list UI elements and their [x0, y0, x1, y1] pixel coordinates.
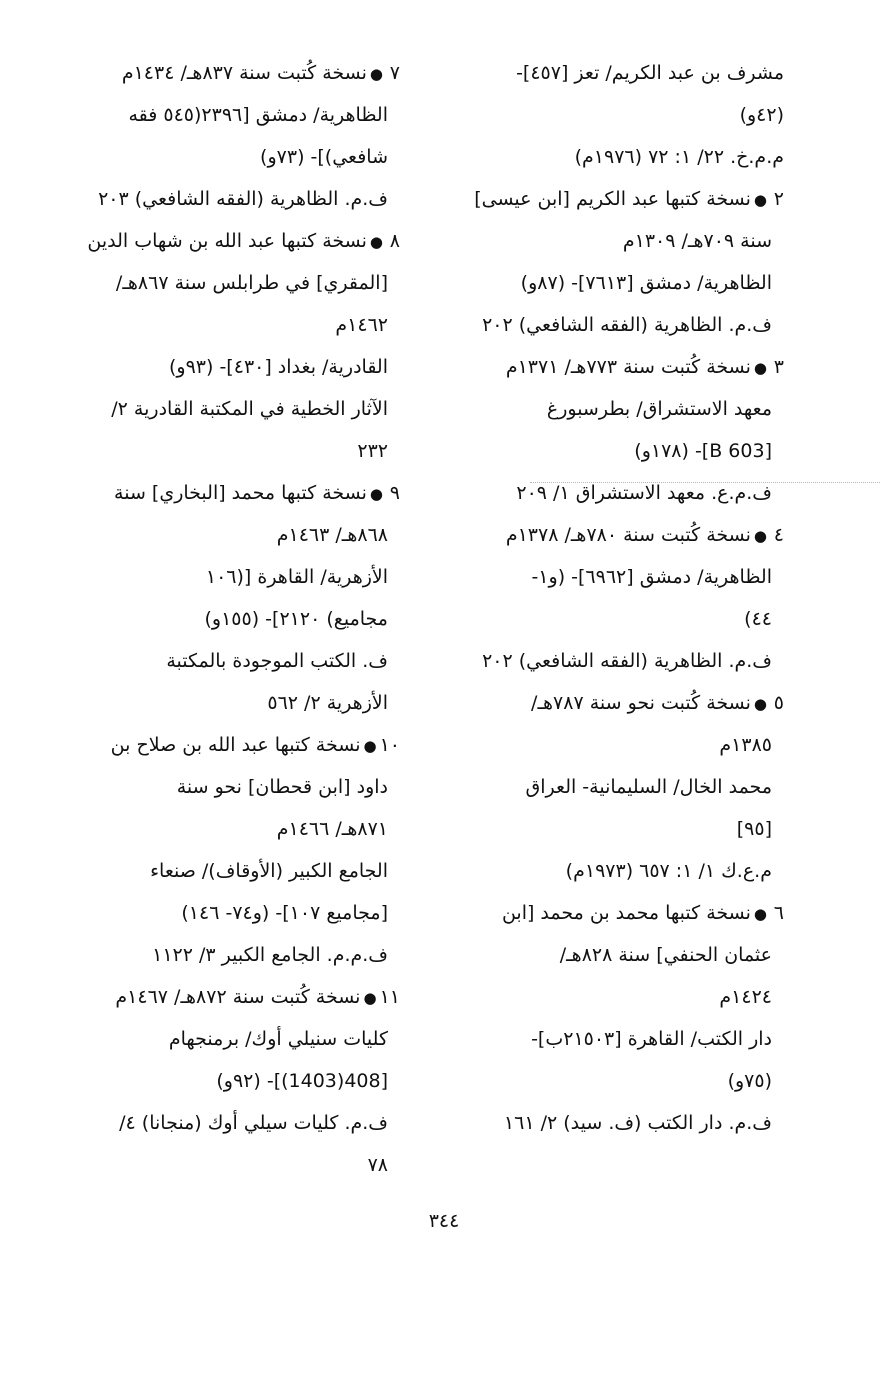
entry-first-line — [50, 220, 400, 262]
entry-line — [50, 304, 388, 346]
entry-text: شافعي)]- (٧٣و) — [260, 146, 388, 168]
manuscript-entry — [50, 52, 400, 220]
entry-first-line — [442, 178, 784, 220]
right-column — [442, 52, 784, 1144]
manuscript-entry — [442, 346, 784, 514]
entry-line — [442, 304, 772, 346]
entry-text: الظاهرية/ دمشق [٦٩٦٢]- (و١- — [531, 566, 772, 588]
entry-text: [408(1403)]- (٩٢و) — [216, 1070, 388, 1092]
entry-text: محمد الخال/ السليمانية- العراق — [525, 776, 772, 798]
entry-text: نسخة كتبها عبد الله بن صلاح بن — [110, 734, 361, 756]
manuscript-entry — [442, 682, 784, 892]
entry-text: نسخة كُتبت سنة ٧٨٠هـ/ ١٣٧٨م — [505, 524, 751, 546]
entry-line — [442, 136, 784, 178]
entry-text: ف.م. كليات سيلي أوك (منجانا) ٤/ — [119, 1112, 388, 1134]
entry-text: ف.م.م. الجامع الكبير ٣/ ١١٢٢ — [152, 944, 388, 966]
entry-line — [50, 178, 388, 220]
entry-text: م.م.خ. ٢٢/ ١: ٧٢ (١٩٧٦م) — [574, 146, 784, 168]
entry-number: ٥ — [773, 692, 784, 714]
entry-line — [50, 346, 388, 388]
entry-text: معهد الاستشراق/ بطرسبورغ — [546, 398, 772, 420]
entry-text: (٤٢و) — [739, 104, 784, 126]
entry-line — [50, 934, 388, 976]
bullet-icon: ● — [753, 905, 767, 923]
manuscript-entry — [442, 514, 784, 682]
entry-text: القادرية/ بغداد [٤٣٠]- (٩٣و) — [168, 356, 388, 378]
bullet-icon: ● — [753, 695, 767, 713]
entry-text: الأزهرية ٢/ ٥٦٢ — [267, 692, 388, 714]
entry-text: نسخة كتبها عبد الله بن شهاب الدين — [87, 230, 367, 252]
entry-text: [٩٥] — [736, 818, 772, 840]
entry-number: ٤ — [773, 524, 784, 546]
entry-text: مجاميع) ٢١٢٠]- (١٥٥و) — [204, 608, 388, 630]
entry-line — [442, 388, 772, 430]
entry-text: ٨٦٨هـ/ ١٤٦٣م — [276, 524, 388, 546]
entry-text: ف.م. الظاهرية (الفقه الشافعي) ٢٠٢ — [482, 314, 772, 336]
entry-first-line — [442, 514, 784, 556]
entry-text: نسخة كُتبت سنة ٨٣٧هـ/ ١٤٣٤م — [121, 62, 367, 84]
manuscript-entry — [442, 52, 784, 178]
entry-text: نسخة كتبها محمد [البخاري] سنة — [114, 482, 367, 504]
entry-line — [50, 808, 388, 850]
entry-line — [50, 640, 388, 682]
entry-line — [442, 94, 784, 136]
bullet-icon: ● — [753, 191, 767, 209]
entry-text: [مجاميع ١٠٧]- (و٧٤- ١٤٦) — [181, 902, 388, 924]
entry-text: سنة ٧٠٩هـ/ ١٣٠٩م — [622, 230, 772, 252]
entry-line — [442, 262, 772, 304]
entry-text: نسخة كُتبت نحو سنة ٧٨٧هـ/ — [531, 692, 751, 714]
entry-text: ٨٧١هـ/ ١٤٦٦م — [276, 818, 388, 840]
entry-text: مشرف بن عبد الكريم/ تعز [٤٥٧]- — [516, 62, 784, 84]
entry-first-line — [50, 724, 400, 766]
entry-line — [442, 640, 772, 682]
entry-text: عثمان الحنفي] سنة ٨٢٨هـ/ — [559, 944, 772, 966]
entry-text: [B 603]- (١٧٨و) — [634, 440, 772, 462]
page-number: ٣٤٤ — [428, 1210, 460, 1232]
entry-first-line — [442, 346, 784, 388]
entry-line — [50, 262, 388, 304]
entry-number: ٩ — [389, 482, 400, 504]
entry-line — [442, 724, 772, 766]
entry-line — [50, 766, 388, 808]
entry-text: الظاهرية/ دمشق [٢٣٩٦(٥٤٥ فقه — [128, 104, 388, 126]
entry-text: ٢٣٢ — [357, 440, 388, 462]
entry-text: ف.م. دار الكتب (ف. سيد) ٢/ ١٦١ — [503, 1112, 772, 1134]
entry-line — [442, 220, 772, 262]
entry-line — [50, 136, 388, 178]
entry-number: ٧ — [389, 62, 400, 84]
entry-line — [50, 430, 388, 472]
entry-line — [442, 766, 772, 808]
bullet-icon: ● — [369, 65, 383, 83]
entry-text: نسخة كُتبت سنة ٧٧٣هـ/ ١٣٧١م — [505, 356, 751, 378]
entry-text: ٤٤) — [744, 608, 772, 630]
bullet-icon: ● — [753, 359, 767, 377]
entry-line — [50, 850, 388, 892]
entry-line — [50, 94, 388, 136]
entry-number: ٣ — [773, 356, 784, 378]
entry-line — [442, 598, 772, 640]
entry-text: الأزهرية/ القاهرة [(١٠٦ — [205, 566, 388, 588]
entry-line — [50, 1018, 388, 1060]
manuscript-entry — [50, 724, 400, 976]
entry-text: داود [ابن قحطان] نحو سنة — [176, 776, 388, 798]
entry-line — [442, 556, 772, 598]
entry-text: ف.م. الظاهرية (الفقه الشافعي) ٢٠٣ — [98, 188, 388, 210]
dotted-separator — [530, 482, 880, 483]
entry-line — [442, 976, 772, 1018]
entry-line — [442, 808, 772, 850]
bullet-icon: ● — [369, 233, 383, 251]
entry-first-line — [50, 472, 400, 514]
entry-line — [442, 934, 772, 976]
entry-line — [50, 1060, 388, 1102]
entry-text: نسخة كتبها عبد الكريم [ابن عيسى] — [474, 188, 751, 210]
entry-first-line — [442, 892, 784, 934]
bullet-icon: ● — [369, 485, 383, 503]
manuscript-entry — [50, 472, 400, 724]
entry-line — [50, 598, 388, 640]
entry-text: [المقري] في طرابلس سنة ٨٦٧هـ/ — [115, 272, 388, 294]
manuscript-entry — [50, 976, 400, 1186]
entry-number: ٦ — [773, 902, 784, 924]
entry-first-line — [442, 52, 784, 94]
entry-text: نسخة كتبها محمد بن محمد [ابن — [501, 902, 751, 924]
bullet-icon: ● — [753, 527, 767, 545]
entry-text: م.ع.ك ١/ ١: ٦٥٧ (١٩٧٣م) — [565, 860, 772, 882]
entry-text: ف.م.ع. معهد الاستشراق ١/ ٢٠٩ — [516, 482, 772, 504]
entry-text: ١٤٦٢م — [335, 314, 388, 336]
entry-text: ١٣٨٥م — [719, 734, 772, 756]
entry-text: نسخة كُتبت سنة ٨٧٢هـ/ ١٤٦٧م — [115, 986, 361, 1008]
entry-text: الظاهرية/ دمشق [٧٦١٣]- (٨٧و) — [520, 272, 772, 294]
entry-line — [50, 514, 388, 556]
entry-line — [50, 1102, 388, 1144]
entry-first-line — [50, 52, 400, 94]
entry-text: دار الكتب/ القاهرة [٢١٥٠٣ب]- — [531, 1028, 772, 1050]
entry-text: الجامع الكبير (الأوقاف)/ صنعاء — [150, 860, 388, 882]
entry-line — [442, 1102, 772, 1144]
entry-first-line — [442, 682, 784, 724]
entry-line — [442, 850, 772, 892]
entry-text: ف. الكتب الموجودة بالمكتبة — [166, 650, 388, 672]
entry-line — [50, 682, 388, 724]
entry-text: ٧٨ — [367, 1154, 388, 1176]
entry-number: ٨ — [389, 230, 400, 252]
bullet-icon: ● — [363, 989, 377, 1007]
manuscript-entry — [442, 178, 784, 346]
entry-line — [50, 388, 388, 430]
entry-line — [50, 556, 388, 598]
left-column — [50, 52, 400, 1186]
entry-text: الآثار الخطية في المكتبة القادرية ٢/ — [111, 398, 388, 420]
entry-line — [442, 1018, 772, 1060]
entry-line — [442, 472, 772, 514]
manuscript-entry — [50, 220, 400, 472]
entry-line — [50, 1144, 388, 1186]
entry-text: (٧٥و) — [727, 1070, 772, 1092]
entry-line — [442, 1060, 772, 1102]
entry-text: ف.م. الظاهرية (الفقه الشافعي) ٢٠٢ — [482, 650, 772, 672]
entry-number: ١٠ — [379, 734, 400, 756]
entry-first-line — [50, 976, 400, 1018]
entry-text: كليات سنيلي أوك/ برمنجهام — [168, 1028, 388, 1050]
entry-number: ١١ — [379, 986, 400, 1008]
bullet-icon: ● — [363, 737, 377, 755]
entry-number: ٢ — [773, 188, 784, 210]
entry-line — [50, 892, 388, 934]
manuscript-entry — [442, 892, 784, 1144]
entry-line — [442, 430, 772, 472]
entry-text: ١٤٢٤م — [719, 986, 772, 1008]
